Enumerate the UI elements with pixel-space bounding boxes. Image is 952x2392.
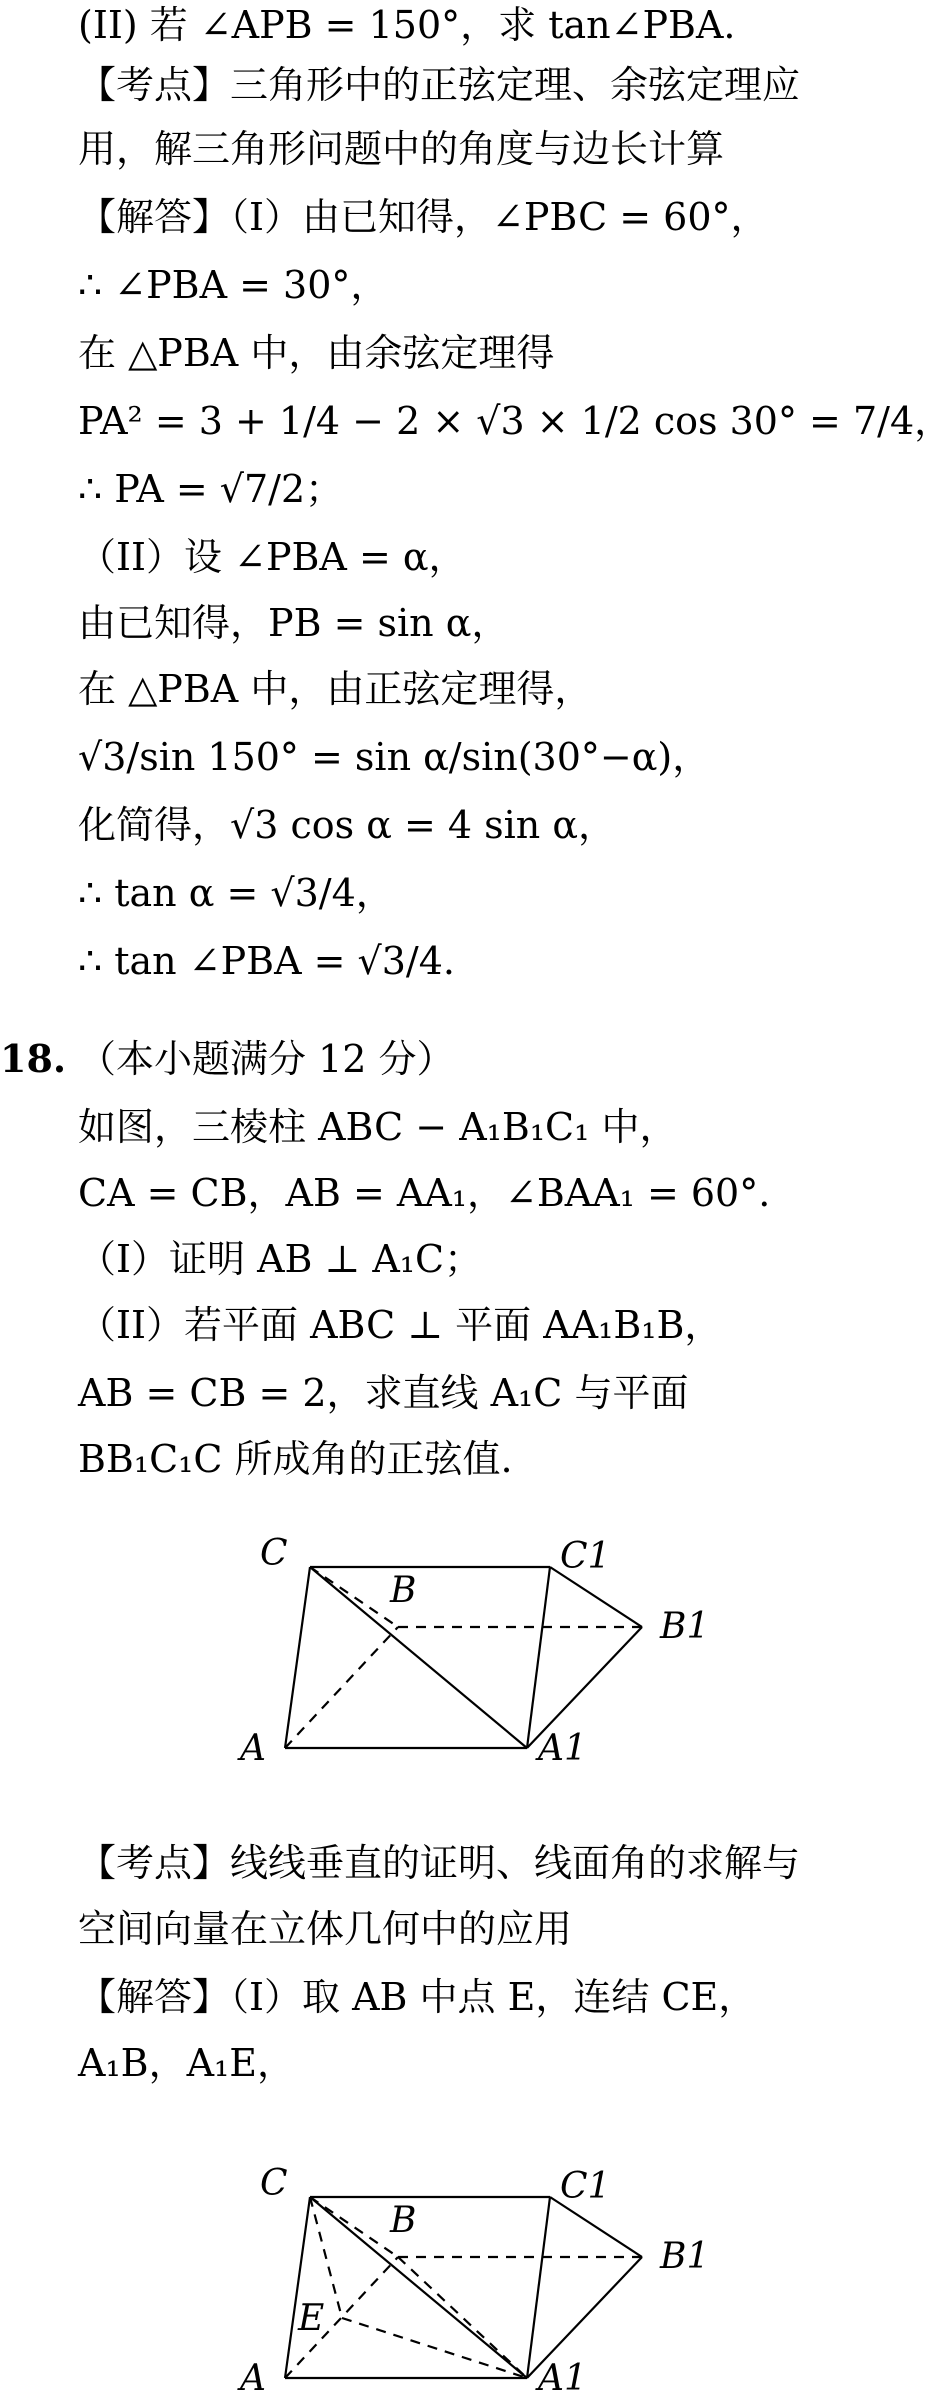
label-a1: A1 bbox=[538, 1728, 587, 1769]
prev-solution-line-3: 在 △PBA 中，由余弦定理得 bbox=[78, 331, 555, 375]
prev-solution-line-12: ∴ tan ∠PBA = √3/4. bbox=[78, 939, 455, 983]
prev-solution-line-9: √3/sin 150° = sin α/sin(30°−α)， bbox=[78, 735, 711, 779]
prev-kaodian-text-1: 三角形中的正弦定理、余弦定理应 bbox=[230, 63, 801, 107]
edge-b-a1-hidden bbox=[398, 2257, 527, 2378]
label-e: E bbox=[298, 2298, 325, 2339]
prev-solution-line-11: ∴ tan α = √3/4， bbox=[78, 871, 394, 915]
question-number: 18. bbox=[0, 1036, 67, 1081]
label-a: A bbox=[240, 2358, 266, 2392]
prev-part2-text: (II) 若 ∠APB = 150°，求 tan∠PBA. bbox=[78, 3, 736, 47]
label-b: B bbox=[390, 1570, 417, 1611]
prev-solution-line-2: ∴ ∠PBA = 30°， bbox=[78, 263, 389, 307]
prism-figure-1 bbox=[0, 1530, 864, 1790]
prev-jieda-label: 【解答】 bbox=[78, 195, 231, 239]
edge-c1-a1 bbox=[527, 1567, 550, 1748]
q18-line-1: 如图，三棱柱 ABC − A₁B₁C₁ 中， bbox=[78, 1105, 678, 1149]
prev-kaodian-text-2: 用，解三角形问题中的角度与边长计算 bbox=[78, 127, 725, 171]
edge-a-b-hidden bbox=[285, 1627, 398, 1748]
label-c: C bbox=[260, 1533, 288, 1574]
q18-jieda-text-1: （I）取 AB 中点 E，连结 CE， bbox=[230, 1975, 757, 2019]
prev-kaodian-label: 【考点】 bbox=[78, 63, 231, 107]
prev-jieda-line-1 bbox=[78, 194, 769, 240]
prev-solution-line-7: 由已知得，PB = sin α， bbox=[78, 601, 510, 645]
edge-c-b-hidden bbox=[310, 2197, 398, 2257]
edge-c-a1 bbox=[310, 1567, 527, 1748]
q18-jieda-line-2: A₁B，A₁E， bbox=[78, 2041, 296, 2085]
edge-c-a1 bbox=[310, 2197, 527, 2378]
prev-solution-line-10: 化简得，√3 cos α = 4 sin α， bbox=[78, 803, 616, 847]
q18-kaodian-line-1 bbox=[78, 1840, 800, 1886]
q18-kaodian-text-1: 线线垂直的证明、线面角的求解与 bbox=[230, 1841, 801, 1885]
q18-kaodian-line-2: 空间向量在立体几何中的应用 bbox=[78, 1907, 573, 1951]
label-c1: C1 bbox=[560, 2166, 611, 2207]
label-a1: A1 bbox=[538, 2358, 587, 2392]
edge-e-a1-hidden bbox=[342, 2318, 527, 2378]
prev-solution-line-1: （I）由已知得，∠PBC = 60°， bbox=[230, 195, 769, 239]
edge-c-a bbox=[285, 1567, 310, 1748]
prism-figure-2 bbox=[0, 2160, 864, 2392]
label-c1: C1 bbox=[560, 1536, 611, 1577]
q18-kaodian-label: 【考点】 bbox=[78, 1841, 231, 1885]
label-b1: B1 bbox=[660, 1606, 710, 1647]
edge-c1-a1 bbox=[527, 2197, 550, 2378]
prev-solution-line-6: （II）设 ∠PBA = α， bbox=[78, 535, 467, 579]
q18-header: （本小题满分 12 分） bbox=[78, 1037, 455, 1081]
label-b1: B1 bbox=[660, 2236, 710, 2277]
prev-solution-line-8: 在 △PBA 中，由正弦定理得， bbox=[78, 667, 593, 711]
q18-line-4: （II）若平面 ABC ⊥ 平面 AA₁B₁B， bbox=[78, 1303, 723, 1347]
q18-jieda-line-1 bbox=[78, 1974, 756, 2020]
edge-c-b-hidden bbox=[310, 1567, 398, 1627]
label-b: B bbox=[390, 2200, 417, 2241]
label-a: A bbox=[240, 1728, 266, 1769]
q18-jieda-label: 【解答】 bbox=[78, 1975, 231, 2019]
prev-solution-line-5: ∴ PA = √7/2； bbox=[78, 467, 344, 511]
q18-line-2: CA = CB，AB = AA₁，∠BAA₁ = 60°. bbox=[78, 1171, 771, 1215]
edge-c-a bbox=[285, 2197, 310, 2378]
label-c: C bbox=[260, 2163, 288, 2204]
prev-solution-line-4: PA² = 3 + 1/4 − 2 × √3 × 1/2 cos 30° = 7/4， bbox=[78, 399, 952, 443]
q18-line-6: BB₁C₁C 所成角的正弦值. bbox=[78, 1437, 513, 1481]
prev-kaodian-line-1 bbox=[78, 62, 800, 108]
q18-line-3: （I）证明 AB ⊥ A₁C； bbox=[78, 1237, 483, 1281]
prev-kaodian-line-2 bbox=[78, 126, 724, 172]
prev-part2-question bbox=[78, 2, 735, 48]
q18-line-5: AB = CB = 2，求直线 A₁C 与平面 bbox=[78, 1371, 689, 1415]
